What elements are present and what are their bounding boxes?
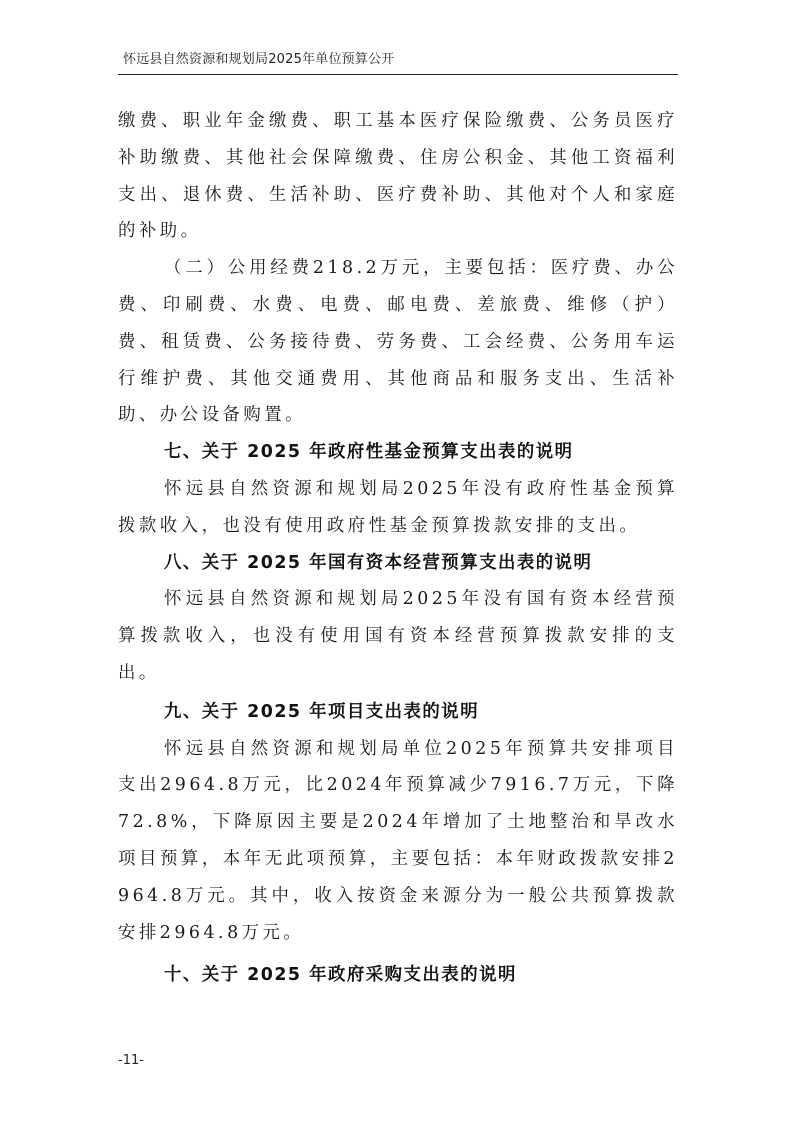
section-8-text: 怀远县自然资源和规划局2025年没有国有资本经营预算拨款收入，也没有使用国有资本经营预算拨款安排的支出。 bbox=[118, 589, 678, 683]
page-header-title: 怀远县自然资源和规划局2025年单位预算公开 bbox=[123, 52, 395, 67]
page-number: -11- bbox=[118, 1053, 144, 1068]
document-body bbox=[118, 103, 678, 994]
section-10-heading: 十、关于 2025 年政府采购支出表的说明 bbox=[164, 965, 517, 986]
section-9-heading: 九、关于 2025 年项目支出表的说明 bbox=[164, 701, 480, 722]
paragraph-personnel-expenses-continued: 缴费、职业年金缴费、职工基本医疗保险缴费、公务员医疗补助缴费、其他社会保障缴费、住房公积金、其他工资福利支出、退休费、生活补助、医疗费补助、其他对个人和家庭的补助。 bbox=[118, 111, 678, 242]
section-7-heading: 七、关于 2025 年政府性基金预算支出表的说明 bbox=[164, 442, 574, 463]
header-divider bbox=[118, 74, 678, 75]
section-7-text: 怀远县自然资源和规划局2025年没有政府性基金预算拨款收入，也没有使用政府性基金预算拨款安排的支出。 bbox=[118, 478, 678, 536]
section-8-heading: 八、关于 2025 年国有资本经营预算支出表的说明 bbox=[164, 552, 593, 573]
section-9-text: 怀远县自然资源和规划局单位2025年预算共安排项目支出2964.8万元，比2024年预算减少7916.7万元，下降72.8%，下降原因主要是2024年增加了土地整治和旱改水项目预算，本年无此项预算，主要包括：本年财政拨款安排2964.8万元。其中，收入按资金来源分为一般公共预算拨款安排2964.8万元。 bbox=[118, 738, 678, 943]
paragraph-public-funds: （二）公用经费218.2万元，主要包括：医疗费、办公费、印刷费、水费、电费、邮电费、差旅费、维修（护）费、租赁费、公务接待费、劳务费、工会经费、公务用车运行维护费、其他交通费用、其他商品和服务支出、生活补助、办公设备购置。 bbox=[118, 258, 678, 426]
